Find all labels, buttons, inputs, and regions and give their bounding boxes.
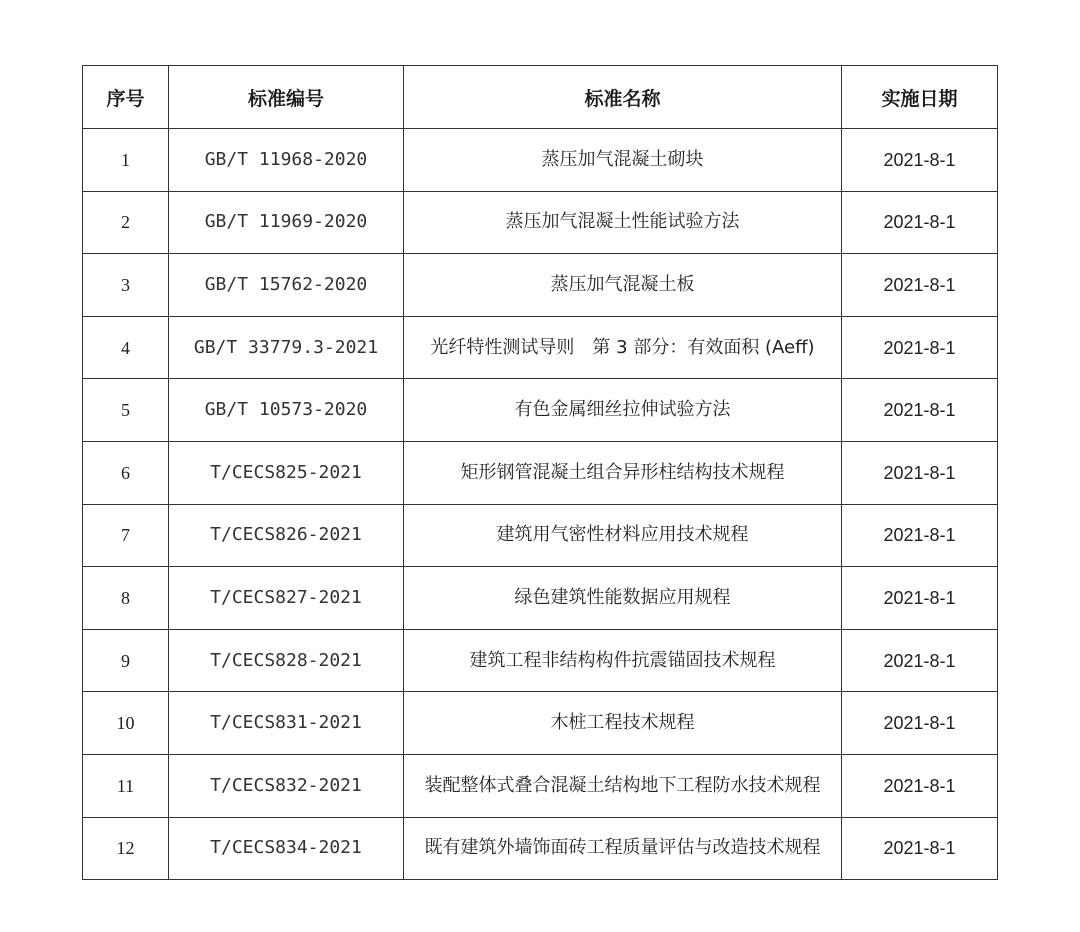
standard-code: T/CECS825-2021 <box>169 441 404 504</box>
standard-name: 蒸压加气混凝土板 <box>404 254 842 317</box>
effective-date: 2021-8-1 <box>842 441 998 504</box>
table-row <box>83 629 998 692</box>
row-number: 5 <box>83 379 169 442</box>
standards-table <box>82 65 998 880</box>
effective-date: 2021-8-1 <box>842 254 998 317</box>
table-row <box>83 567 998 630</box>
standard-name: 木桩工程技术规程 <box>404 692 842 755</box>
standard-code: T/CECS827-2021 <box>169 567 404 630</box>
standard-code: GB/T 11969-2020 <box>169 191 404 254</box>
effective-date: 2021-8-1 <box>842 379 998 442</box>
table-row <box>83 379 998 442</box>
row-number: 3 <box>83 254 169 317</box>
standard-name: 既有建筑外墙饰面砖工程质量评估与改造技术规程 <box>404 817 842 880</box>
effective-date: 2021-8-1 <box>842 504 998 567</box>
standard-code: GB/T 15762-2020 <box>169 254 404 317</box>
effective-date: 2021-8-1 <box>842 567 998 630</box>
header-serial-number: 序号 <box>83 66 169 129</box>
standard-name: 蒸压加气混凝土砌块 <box>404 129 842 192</box>
standard-code: GB/T 33779.3-2021 <box>169 316 404 379</box>
effective-date: 2021-8-1 <box>842 316 998 379</box>
row-number: 7 <box>83 504 169 567</box>
effective-date: 2021-8-1 <box>842 692 998 755</box>
standard-code: T/CECS828-2021 <box>169 629 404 692</box>
table-row <box>83 754 998 817</box>
standard-code: GB/T 10573-2020 <box>169 379 404 442</box>
row-number: 10 <box>83 692 169 755</box>
row-number: 4 <box>83 316 169 379</box>
standard-code: T/CECS834-2021 <box>169 817 404 880</box>
table-row <box>83 692 998 755</box>
table-row <box>83 129 998 192</box>
header-standard-name: 标准名称 <box>404 66 842 129</box>
row-number: 12 <box>83 817 169 880</box>
row-number: 8 <box>83 567 169 630</box>
table-row <box>83 817 998 880</box>
standard-name: 绿色建筑性能数据应用规程 <box>404 567 842 630</box>
table-row <box>83 441 998 504</box>
row-number: 9 <box>83 629 169 692</box>
standard-name: 光纤特性测试导则 第 3 部分：有效面积 (Aeff) <box>404 316 842 379</box>
effective-date: 2021-8-1 <box>842 754 998 817</box>
standard-name: 建筑用气密性材料应用技术规程 <box>404 504 842 567</box>
table-row <box>83 504 998 567</box>
table-row <box>83 316 998 379</box>
effective-date: 2021-8-1 <box>842 629 998 692</box>
header-standard-code: 标准编号 <box>169 66 404 129</box>
standard-name: 有色金属细丝拉伸试验方法 <box>404 379 842 442</box>
row-number: 2 <box>83 191 169 254</box>
standard-name: 矩形钢管混凝土组合异形柱结构技术规程 <box>404 441 842 504</box>
row-number: 1 <box>83 129 169 192</box>
standard-code: T/CECS831-2021 <box>169 692 404 755</box>
table-row <box>83 191 998 254</box>
row-number: 6 <box>83 441 169 504</box>
effective-date: 2021-8-1 <box>842 191 998 254</box>
row-number: 11 <box>83 754 169 817</box>
standard-code: GB/T 11968-2020 <box>169 129 404 192</box>
header-effective-date: 实施日期 <box>842 66 998 129</box>
standard-name: 蒸压加气混凝土性能试验方法 <box>404 191 842 254</box>
table-header-row <box>83 66 998 129</box>
standard-name: 建筑工程非结构构件抗震锚固技术规程 <box>404 629 842 692</box>
standard-code: T/CECS826-2021 <box>169 504 404 567</box>
standard-name: 装配整体式叠合混凝土结构地下工程防水技术规程 <box>404 754 842 817</box>
table-row <box>83 254 998 317</box>
effective-date: 2021-8-1 <box>842 817 998 880</box>
effective-date: 2021-8-1 <box>842 129 998 192</box>
standard-code: T/CECS832-2021 <box>169 754 404 817</box>
